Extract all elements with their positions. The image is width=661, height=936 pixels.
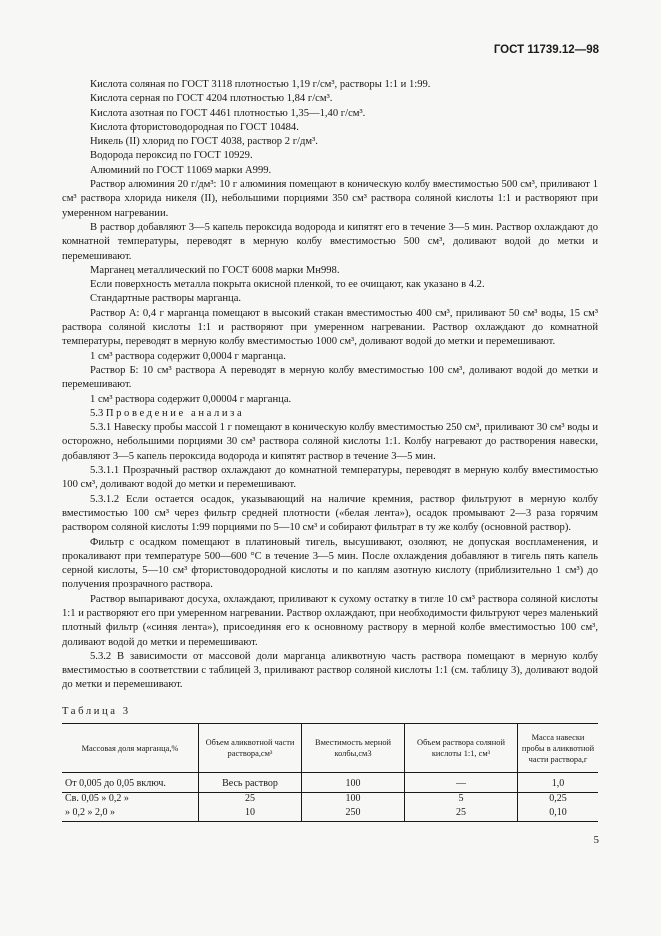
page-number: 5 [593, 834, 599, 846]
table-header-cell: Объем раствора соляной кислоты 1:1, см³ [405, 724, 518, 773]
paragraph: 5.3.1.2 Если остается осадок, указывающий на наличие кремния, раствор фильтруют в мерную колбу вместимостью 100 см³ через фильтр средней плотности («белая лента»), осадок промывают 2—3 раза горячим раствором соляной кислоты 1:99 порциями по 5—10 см³ и собирают фильтрат в ту же колбу (основной раствор). [62, 493, 598, 534]
table-cell: От 0,005 до 0,05 включ. [62, 773, 199, 793]
paragraph: 5.3.1.1 Прозрачный раствор охлаждают до комнатной температуры, переводят в мерную колбу вместимостью 100 см³, доливают водой до метки и перемешивают. [62, 465, 598, 491]
table-3 [62, 723, 598, 822]
paragraph: Водорода пероксид по ГОСТ 10929. [90, 150, 253, 162]
paragraph: Раствор А: 0,4 г марганца помещают в высокий стакан вместимостью 400 см³, приливают 50 см³ воды, 15 см³ раствора соляной кислоты 1:1 и растворяют при умеренном нагревании. Раствор охлаждают до комнатной температуры, переводят в мерную колбу вместимостью 1000 см³, доливают водой до метки и перемешивают. [62, 307, 598, 348]
paragraph: Если поверхность металла покрыта окисной пленкой, то ее очищают, как указано в 4.2. [90, 279, 485, 291]
table-header-row [62, 724, 598, 773]
table-cell: 25 [199, 793, 302, 808]
table-cell: 1,0 [518, 773, 599, 793]
table-cell: 0,25 [518, 793, 599, 808]
table-row [62, 773, 598, 793]
table-caption: Таблица 3 [62, 705, 131, 717]
table-row [62, 793, 598, 808]
table-cell: — [405, 773, 518, 793]
table-header-cell: Объем аликвотной части раствора,см³ [199, 724, 302, 773]
section-heading [62, 407, 598, 421]
paragraph: 5.3.2 В зависимости от массовой доли марганца аликвотную часть раствора помещают в мерную колбу вместимостью в соответствии с таблицей 3, приливают раствор соляной кислоты 1:1 (см. таблицу 3), доливают водой до метки и перемешивают. [62, 650, 598, 691]
table-cell: 250 [302, 807, 405, 822]
paragraph: Кислота фтористоводородная по ГОСТ 10484. [90, 121, 299, 133]
paragraph: Кислота серная по ГОСТ 4204 плотностью 1,84 г/см³. [90, 93, 333, 105]
table-header-cell: Массовая доля марганца,% [62, 724, 199, 773]
paragraph: В раствор добавляют 3—5 капель пероксида водорода и кипятят его в течение 3—5 мин. Раствор охлаждают до комнатной температуры, переводят в мерную колбу вместимостью 500 см³, доливают водой до метки и перемешивают. [62, 221, 598, 262]
paragraph: Стандартные растворы марганца. [90, 293, 242, 305]
table-cell: » 0,2 » 2,0 » [62, 807, 199, 822]
table-header-cell: Масса навески пробы в аликвотной части раствора,г [518, 724, 599, 773]
paragraph: Кислота азотная по ГОСТ 4461 плотностью 1,35—1,40 г/см³. [90, 107, 366, 119]
table-cell: 5 [405, 793, 518, 808]
paragraph: Марганец металлический по ГОСТ 6008 марки Мн998. [90, 264, 340, 276]
paragraph: Раствор Б: 10 см³ раствора А переводят в мерную колбу вместимостью 100 см³, доливают водой до метки и перемешивают. [62, 364, 598, 391]
table-row [62, 807, 598, 822]
paragraph: Никель (II) хлорид по ГОСТ 4038, раствор 2 г/дм³. [90, 136, 318, 148]
section-number: 5.3 [90, 407, 104, 419]
table-cell: Весь раствор [199, 773, 302, 793]
table-cell: 25 [405, 807, 518, 822]
table-cell: 0,10 [518, 807, 599, 822]
table-cell: 100 [302, 793, 405, 808]
paragraph: Раствор выпаривают досуха, охлаждают, приливают к сухому остатку в тигле 10 см³ раствора соляной кислоты 1:1 и растворяют его при умеренном нагревании. Раствор охлаждают, при необходимости фильтруют через маленький плотный фильтр («синяя лента»), присоединяя его к основному раствору в мерной колбе вместимостью 100 см³, доливают водой до метки и перемешивают. [62, 593, 598, 648]
paragraph: 5.3.1 Навеску пробы массой 1 г помещают в коническую колбу вместимостью 250 см³, приливают 30 см³ воды и осторожно, небольшими порциями 30 см³ раствора соляной кислоты 1:1. Колбу нагревают до растворения навески, добавляют 3—5 капель пероксида водорода и кипятят раствор в течение 3—5 мин. [62, 422, 598, 462]
paragraph: 1 см³ раствора содержит 0,0004 г марганца. [90, 350, 286, 362]
table-cell: Св. 0,05 » 0,2 » [65, 793, 129, 805]
paragraph: Кислота соляная по ГОСТ 3118 плотностью 1,19 г/см³, растворы 1:1 и 1:99. [90, 79, 431, 90]
section-title: Проведение анализа [105, 407, 245, 419]
table-header-cell: Вместимость мерной колбы,см3 [302, 724, 405, 773]
document-code: ГОСТ 11739.12—98 [493, 44, 599, 56]
paragraph: Фильтр с осадком помещают в платиновый тигель, высушивают, озоляют, не допуская воспламенения, и прокаливают при температуре 500—600 °С в течение 3—5 мин. После охлаждения добавляют в тигель пять капель серной кислоты, 5—10 см³ фтористоводородной кислоты и по каплям азотную кислоту (приблизительно 1 см³) до получения прозрачного раствора. [62, 536, 598, 591]
table-cell: 100 [302, 773, 405, 793]
body-text [62, 78, 598, 822]
paragraph: 1 см³ раствора содержит 0,00004 г марганца. [90, 393, 292, 405]
table-cell: 10 [199, 807, 302, 822]
paragraph: Раствор алюминия 20 г/дм³: 10 г алюминия помещают в коническую колбу вместимостью 500 см³, приливают 1 см³ раствора хлорида никеля (II), небольшими порциями 350 см³ раствора соляной кислоты 1:1 и растворяют при умеренном нагревании. [62, 179, 598, 219]
paragraph: Алюминий по ГОСТ 11069 марки А999. [90, 164, 272, 176]
